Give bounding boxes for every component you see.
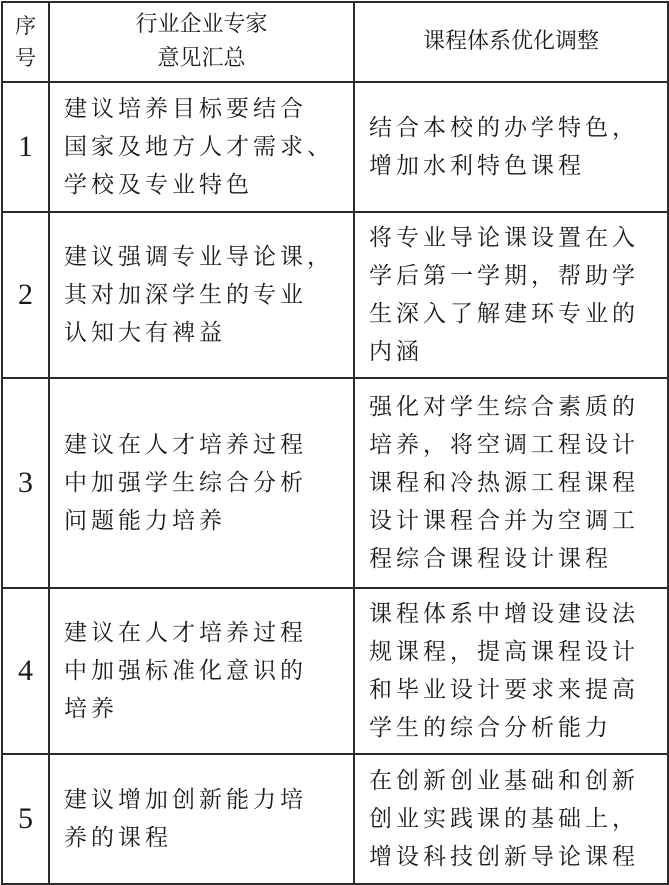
text-line: 将专业导论课设置在入 <box>369 225 639 251</box>
row-number: 1 <box>2 82 49 212</box>
text-line: 课程体系中增设建设法 <box>369 601 639 627</box>
table-row <box>2 82 668 212</box>
text-line: 建议在人才培养过程 <box>64 432 307 458</box>
optimization-cell <box>354 82 668 212</box>
text-line: 养的课程 <box>64 825 172 851</box>
table-row <box>2 588 668 754</box>
text-line: 建议在人才培养过程 <box>64 620 307 646</box>
text-line: 创业实践课的基础上， <box>369 806 639 832</box>
text-line: 中加强学生综合分析 <box>64 470 307 496</box>
header-row <box>2 2 668 82</box>
text-line: 结合本校的办学特色， <box>369 115 639 141</box>
header-number-line: 序 <box>15 14 36 38</box>
text-line: 建议增加创新能力培 <box>64 787 307 813</box>
header-number <box>2 2 49 82</box>
text-line: 国家及地方人才需求、 <box>64 134 334 160</box>
row-number: 3 <box>2 378 49 588</box>
text-line: 增设科技创新导论课程 <box>369 844 639 870</box>
optimization-cell <box>354 212 668 378</box>
row-number: 5 <box>2 754 49 884</box>
header-opinion <box>49 2 354 82</box>
table-row <box>2 212 668 378</box>
optimization-cell <box>354 588 668 754</box>
row-number: 4 <box>2 588 49 754</box>
header-opinion-line: 行业企业专家 <box>135 12 268 37</box>
text-line: 内涵 <box>369 339 423 365</box>
text-line: 建议培养目标要结合 <box>64 96 307 122</box>
opinion-cell <box>49 754 354 884</box>
header-number-line: 号 <box>15 46 36 70</box>
text-line: 学后第一学期，帮助学 <box>369 263 639 289</box>
text-line: 培养，将空调工程设计 <box>369 432 639 458</box>
text-line: 增加水利特色课程 <box>369 153 585 179</box>
text-line: 设计课程合并为空调工 <box>369 508 639 534</box>
text-line: 问题能力培养 <box>64 508 226 534</box>
table-row <box>2 378 668 588</box>
optimization-cell <box>354 754 668 884</box>
text-line: 生深入了解建环专业的 <box>369 301 639 327</box>
expert-opinion-table <box>1 1 669 885</box>
text-line: 学生的综合分析能力 <box>369 715 612 741</box>
text-line: 建议强调专业导论课， <box>64 244 334 270</box>
opinion-cell <box>49 588 354 754</box>
text-line: 其对加深学生的专业 <box>64 282 307 308</box>
text-line: 规课程，提高课程设计 <box>369 639 639 665</box>
opinion-cell <box>49 212 354 378</box>
text-line: 培养 <box>64 696 118 722</box>
opinion-cell <box>49 82 354 212</box>
opinion-cell <box>49 378 354 588</box>
text-line: 中加强标准化意识的 <box>64 658 307 684</box>
text-line: 在创新创业基础和创新 <box>369 768 639 794</box>
header-optimization: 课程体系优化调整 <box>354 2 668 82</box>
row-number: 2 <box>2 212 49 378</box>
text-line: 程综合课程设计课程 <box>369 546 612 572</box>
text-line: 课程和冷热源工程课程 <box>369 470 639 496</box>
header-opinion-line: 意见汇总 <box>157 46 246 71</box>
table-row <box>2 754 668 884</box>
text-line: 和毕业设计要求来提高 <box>369 677 639 703</box>
text-line: 认知大有裨益 <box>64 320 226 346</box>
text-line: 强化对学生综合素质的 <box>369 394 639 420</box>
text-line: 学校及专业特色 <box>64 172 253 198</box>
optimization-cell <box>354 378 668 588</box>
